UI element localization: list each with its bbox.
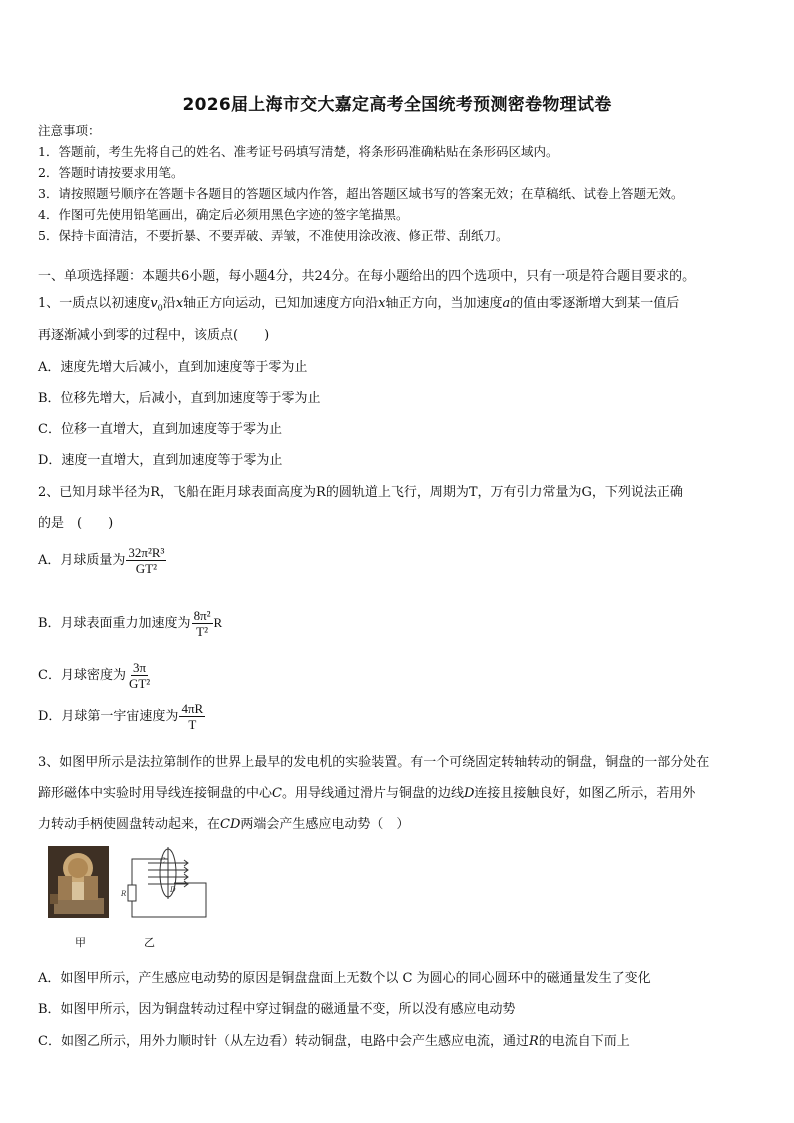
question-2-option-b: B．月球表面重力加速度为 $\frac{\text{8π²}}{\text{T²}}$ R [38,608,223,639]
section-heading: 一、单项选择题：本题共6小题，每小题4分，共24分。在每小题给出的四个选项中，只有一项是符合题目要求的。 [38,269,696,284]
question-1-option-d: D．速度一直增大，直到加速度等于零为止 [38,453,283,468]
page-title: 2026届上海市交大嘉定高考全国统考预测密卷物理试卷 [182,95,612,115]
question-2-option-a: A．月球质量为 $\frac{\text{32π²R³}}{\text{GT²}}$ [38,545,165,576]
fraction: $\frac{4\pi R}{T}$ [181,701,204,732]
question-1-stem: 1、一质点以初速度$v_0$沿x轴正方向运动，已知加速度方向沿x轴正方向，当加速度a的值由零逐渐增大到某一值后 [38,296,680,313]
question-3-option-a: A．如图甲所示，产生感应电动势的原因是铜盘盘面上无数个以 C 为圆心的同心圆环中的磁通量发生了变化 [38,971,651,986]
notes-heading: 注意事项： [38,123,101,138]
question-2-stem: 2、已知月球半径为R，飞船在距月球表面高度为R的圆轨道上飞行，周期为T，万有引力常量为G，下列说法正确 [38,485,683,500]
question-2-option-d: D．月球第一宇宙速度为 $\frac{4\pi R}{T}$ [38,701,204,732]
note-item: 1．答题前，考生先将自己的姓名、准考证号码填写清楚，将条形码准确粘贴在条形码区域内。 [38,144,559,159]
circuit-diagram [118,843,210,923]
note-item: 4．作图可先使用铅笔画出，确定后必须用黑色字迹的签字笔描黑。 [38,207,409,222]
fraction: $\frac{\text{8π²}}{\text{T²}}$ [193,608,211,639]
note-item: 3．请按照题号顺序在答题卡各题目的答题区域内作答，超出答题区域书写的答案无效；在草稿纸、试卷上答题无效。 [38,186,684,201]
fraction: $\frac{3\pi}{\text{GT²}}$ [128,660,151,691]
note-item: 5．保持卡面清洁，不要折暴、不要弄破、弄皱，不准使用涂改液、修正带、刮纸刀。 [38,228,509,243]
circuit-label-d: D [170,886,176,894]
question-2-stem-cont: 的是 ( ) [38,516,114,531]
fraction: $\frac{\text{32π²R³}}{\text{GT²}}$ [128,545,165,576]
circuit-label-c: C [160,857,166,865]
circuit-label-r: R [121,890,127,898]
question-2-option-c: C．月球密度为 $\frac{3\pi}{\text{GT²}}$ [38,660,151,691]
figure-label-yi: 乙 [144,936,155,949]
question-3-option-c: C．如图乙所示，用外力顺时针（从左边看）转动铜盘，电路中会产生感应电流，通过R的电流自下而上 [38,1034,630,1049]
question-3-stem-line2: 蹄形磁体中实验时用导线连接铜盘的中心C。用导线通过滑片与铜盘的边线D连接且接触良好，如图乙所示，若用外 [38,786,696,801]
note-item: 2．答题时请按要求用笔。 [38,165,184,180]
faraday-disk-photo [48,846,109,918]
question-3-option-b: B．如图甲所示，因为铜盘转动过程中穿过铜盘的磁通量不变，所以没有感应电动势 [38,1002,516,1017]
question-3-stem: 3、如图甲所示是法拉第制作的世界上最早的发电机的实验装置。有一个可绕固定转轴转动的铜盘，铜盘的一部分处在 [38,755,710,770]
question-1-option-a: A．速度先增大后减小，直到加速度等于零为止 [38,360,308,375]
question-1-option-b: B．位移先增大，后减小，直到加速度等于零为止 [38,391,321,406]
question-3-stem-line3: 力转动手柄使圆盘转动起来，在CD两端会产生感应电动势（ ） [38,817,410,832]
question-1-option-c: C．位移一直增大，直到加速度等于零为止 [38,422,282,437]
figure-label-jia: 甲 [75,936,86,949]
question-1-stem-cont: 再逐渐减小到零的过程中，该质点( ) [38,328,270,343]
